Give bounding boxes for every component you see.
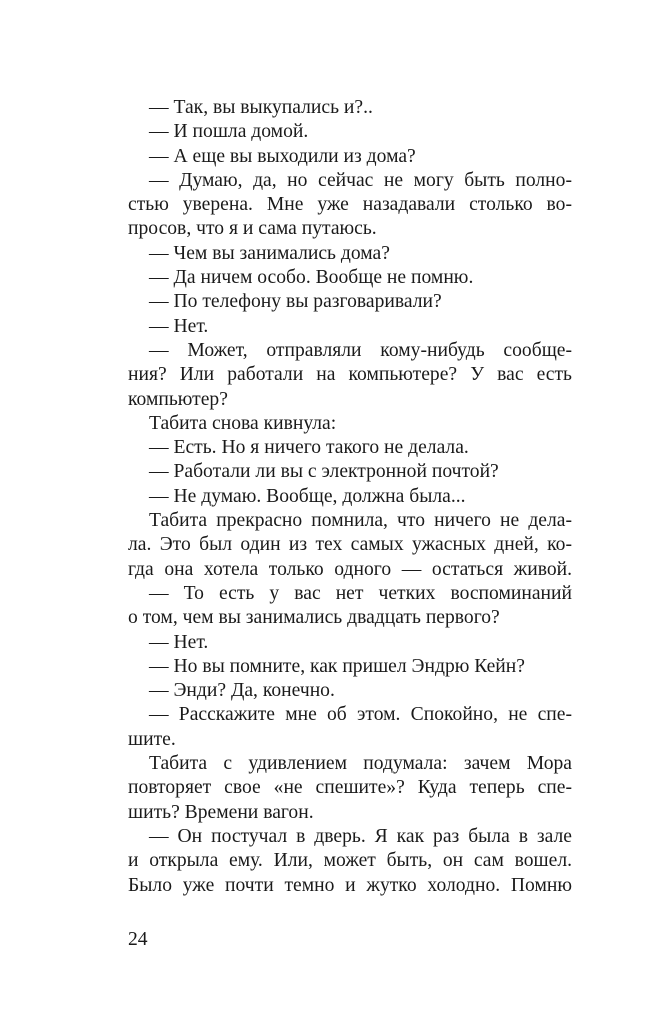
text-line: — Но вы помните, как пришел Эндрю Кейн?	[149, 655, 525, 677]
text-line: — Есть. Но я ничего такого не делала.	[149, 437, 469, 459]
text-line: повторяет свое «не спешите»? Куда теперь спе-	[128, 777, 572, 799]
text-line: — Думаю, да, но сейчас не могу быть полно-	[149, 169, 572, 191]
text-line: — Нет.	[149, 631, 209, 653]
text-line: шите.	[128, 728, 176, 750]
text-line: Табита прекрасно помнила, что ничего не дела-	[149, 510, 572, 532]
text-line: гда она хотела только одного — остаться живой.	[128, 558, 572, 580]
text-line: Было уже почти темно и жутко холодно. Помню	[128, 874, 572, 896]
text-line: шить? Времени вагон.	[128, 801, 314, 823]
text-line: — Так, вы выкупались и?..	[149, 97, 373, 118]
text-line: — Чем вы занимались дома?	[149, 242, 390, 264]
text-line: — И пошла домой.	[149, 121, 309, 143]
text-line: и открыла ему. Или, может быть, он сам вошел.	[128, 850, 572, 872]
text-line: ла. Это был один из тех самых ужасных дней, ко-	[128, 534, 572, 556]
text-line: просов, что я и сама путаюсь.	[128, 218, 377, 240]
text-line: — Расскажите мне об этом. Спокойно, не спе-	[149, 704, 572, 726]
text-line: — По телефону вы разговаривали?	[149, 291, 442, 313]
text-line: — Может, отправляли кому-нибудь сообще-	[149, 339, 572, 361]
text-line: Табита снова кивнула:	[149, 412, 337, 434]
text-line: ния? Или работали на компьютере? У вас есть	[128, 364, 572, 386]
body-text	[128, 96, 572, 898]
text-line: о том, чем вы занимались двадцать первого?	[128, 607, 500, 629]
text-line: — Нет.	[149, 315, 209, 337]
text-line: — Энди? Да, конечно.	[149, 680, 335, 702]
text-line: стью уверена. Мне уже назадавали столько во-	[128, 194, 572, 216]
text-line: компьютер?	[128, 388, 228, 410]
text-line: — Да ничем особо. Вообще не помню.	[149, 267, 474, 289]
text-line: — Он постучал в дверь. Я как раз была в зале	[149, 825, 572, 847]
text-line: — А еще вы выходили из дома?	[149, 145, 416, 167]
text-line: — Работали ли вы с электронной почтой?	[149, 461, 499, 483]
text-line: — Не думаю. Вообще, должна была...	[149, 485, 466, 507]
text-line: — То есть у вас нет четких воспоминаний	[149, 582, 572, 604]
text-line: Табита с удивлением подумала: зачем Мора	[149, 753, 572, 775]
page-number: 24	[128, 929, 148, 950]
